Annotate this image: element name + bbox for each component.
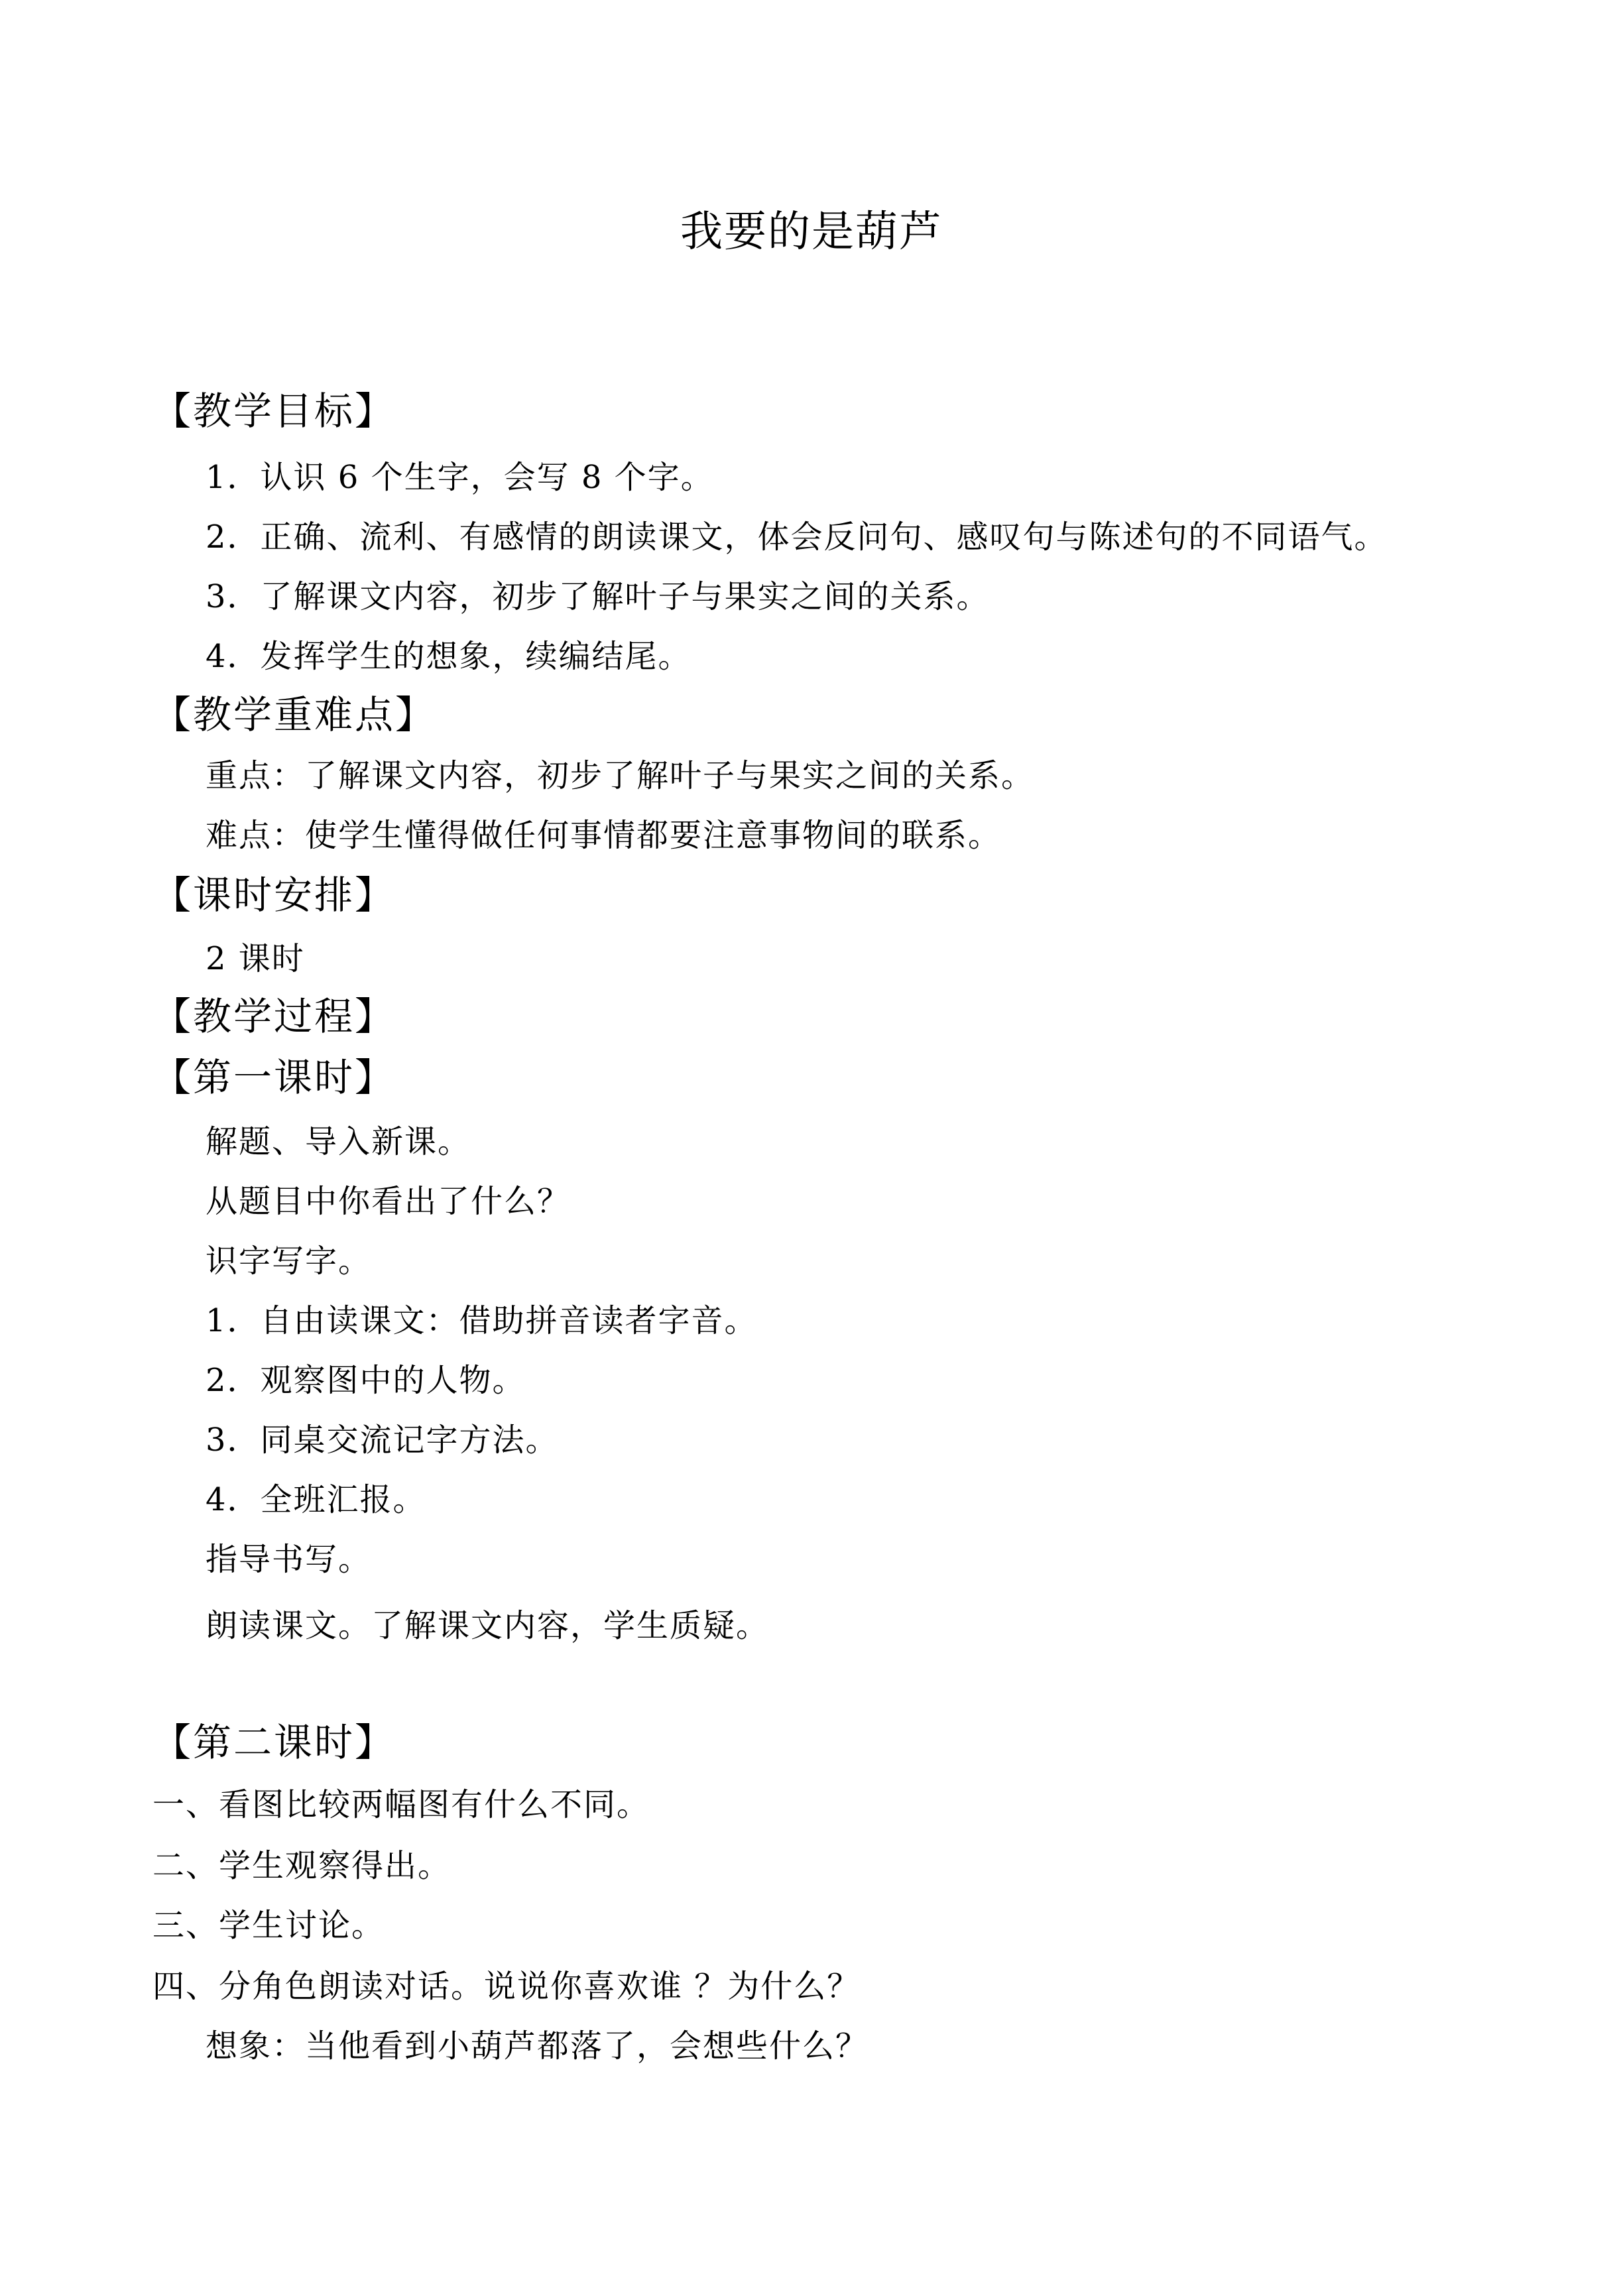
key-point-text: 重点：了解课文内容，初步了解叶子与果实之间的关系。 bbox=[206, 757, 1035, 794]
objective-item-2: 2．正确、流利、有感情的朗读课文，体会反问句、感叹句与陈述句的不同语气。 bbox=[206, 518, 1388, 556]
lesson-one-step: 3．同桌交流记字方法。 bbox=[206, 1421, 559, 1459]
difficult-point-text: 难点：使学生懂得做任何事情都要注意事物间的联系。 bbox=[206, 817, 1002, 854]
lesson-two-step: 二、学生观察得出。 bbox=[152, 1847, 451, 1884]
lesson-one-step: 识字写字。 bbox=[206, 1242, 372, 1280]
objective-item-3: 3．了解课文内容，初步了解叶子与果实之间的关系。 bbox=[206, 578, 990, 615]
section-heading-lesson-one: 【第一课时】 bbox=[152, 1055, 396, 1100]
schedule-text: 2 课时 bbox=[206, 940, 305, 977]
lesson-one-step: 从题目中你看出了什么？ bbox=[206, 1183, 571, 1220]
lesson-one-step: 1．自由读课文：借助拼音读者字音。 bbox=[206, 1302, 758, 1339]
objective-item-1: 1．认识 6 个生字，会写 8 个字。 bbox=[206, 459, 714, 496]
section-heading-key-points: 【教学重难点】 bbox=[152, 692, 436, 737]
lesson-two-step: 三、学生讨论。 bbox=[152, 1907, 385, 1944]
lesson-one-step: 解题、导入新课。 bbox=[206, 1123, 471, 1160]
lesson-one-step: 4．全班汇报。 bbox=[206, 1481, 426, 1518]
lesson-one-step: 2．观察图中的人物。 bbox=[206, 1362, 526, 1399]
lesson-two-step: 想象：当他看到小葫芦都落了，会想些什么？ bbox=[206, 2027, 869, 2065]
lesson-two-step: 一、看图比较两幅图有什么不同。 bbox=[152, 1786, 650, 1823]
section-heading-objectives: 【教学目标】 bbox=[152, 389, 396, 434]
section-heading-process: 【教学过程】 bbox=[152, 994, 396, 1039]
lesson-two-step: 四、分角色朗读对话。说说你喜欢谁 ？为什么？ bbox=[152, 1968, 861, 2005]
section-heading-lesson-two: 【第二课时】 bbox=[152, 1720, 396, 1765]
objective-item-4: 4．发挥学生的想象，续编结尾。 bbox=[206, 638, 691, 675]
lesson-one-step: 指导书写。 bbox=[206, 1541, 372, 1578]
section-heading-schedule: 【课时安排】 bbox=[152, 873, 396, 918]
lesson-one-step: 朗读课文。了解课文内容，学生质疑。 bbox=[206, 1607, 770, 1644]
page-title: 我要的是葫芦 bbox=[680, 208, 943, 257]
